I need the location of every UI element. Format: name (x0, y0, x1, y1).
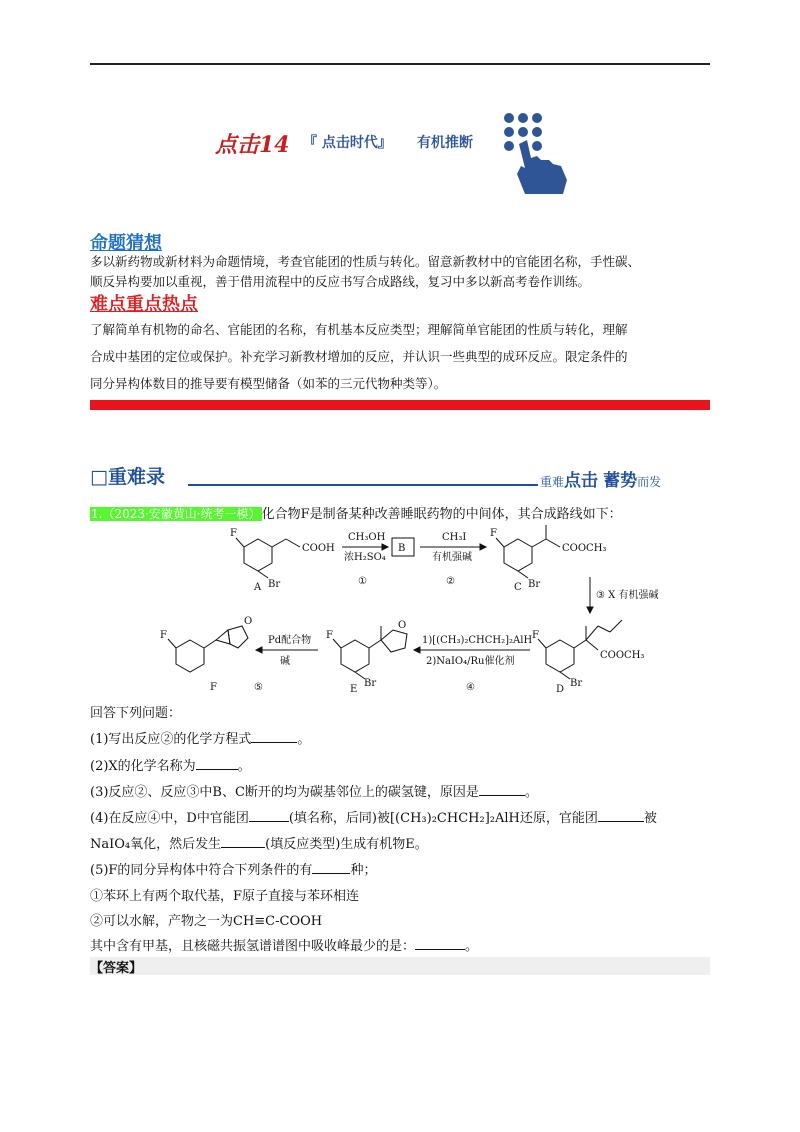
q4-text-a: (4)在反应④中，D中官能团 (90, 811, 249, 826)
guess-line-1: 多以新药物或新材料为命题情境，考查官能团的性质与转化。留意新教材中的官能团名称，手性碳、 (90, 254, 641, 269)
label-a: A (254, 582, 262, 593)
step5-number: ⑤ (254, 682, 263, 693)
slogan-part-2: 点击 (564, 471, 599, 491)
ring-e (341, 640, 369, 672)
red-divider (90, 400, 710, 410)
q3-blank[interactable] (479, 795, 525, 796)
banner-lead: 点击14 (215, 132, 290, 158)
q6-text: 其中含有甲基，且核磁共振氢谱谱图中吸收峰最少的是： (90, 939, 416, 954)
step2-bottom: 有机强碱 (432, 552, 472, 563)
step2-number: ② (446, 576, 455, 587)
lactone-e (381, 630, 407, 652)
step2-top: CH₃I (442, 532, 467, 543)
ring-f (176, 640, 204, 672)
step5-bottom: 碱 (280, 656, 290, 667)
step3-label: ③ X 有机强碱 (596, 590, 659, 601)
d-bromo: Br (570, 678, 583, 689)
section-underline (188, 484, 538, 486)
e-fluoro: F (326, 630, 333, 641)
f-fluoro: F (160, 630, 167, 641)
focus-line-2: 合成中基团的定位或保护。补充学习新教材增加的反应，并认识一些典型的成环反应。限定条件的 (90, 349, 628, 364)
label-d: D (556, 684, 565, 695)
q5-text: (5)F的同分异构体中符合下列条件的有 (90, 863, 313, 878)
e-carbonyl-o: O (398, 620, 407, 631)
a-group: COOH (302, 543, 335, 554)
slogan-part-3: 蓄势 (603, 471, 638, 491)
q1-line (90, 728, 310, 747)
slogan-part-1: 重难 (540, 475, 565, 489)
q1-blank[interactable] (251, 742, 297, 743)
question-stem: 化合物F是制备某种改善睡眠药物的中间体，其合成路线如下： (261, 507, 622, 522)
answer-label: 【答案】 (90, 961, 143, 976)
q4-text-c: 被 (643, 811, 657, 826)
label-b: B (398, 543, 406, 554)
q5-line (90, 859, 376, 878)
ring-c (504, 539, 532, 571)
q4-blank-2[interactable] (598, 821, 644, 822)
q2-text: (2)X的化学名称为 (90, 759, 196, 774)
q4-text-b: (填名称，后同)被[(CH₃)₂CHCH₂]₂AlH还原，官能团 (288, 811, 598, 826)
d-fluoro: F (532, 630, 539, 641)
q5-end: 种； (350, 863, 377, 878)
prompt-line: 回答下列问题： (90, 706, 182, 721)
q6-line (90, 935, 478, 954)
focus-heading: 难点重点热点 (90, 294, 198, 315)
q6-blank[interactable] (415, 949, 465, 950)
q4-text-e: (填反应类型)生成有机物E。 (265, 837, 428, 852)
a-bromo: Br (268, 579, 281, 590)
q5-blank[interactable] (312, 873, 350, 874)
step1-top: CH₃OH (348, 532, 386, 543)
section-slogan (540, 466, 661, 491)
c-group: COOCH₃ (562, 543, 607, 554)
q2-blank[interactable] (196, 769, 238, 770)
q6-end: 。 (465, 939, 479, 954)
question-source: 1.（2023·安徽黄山·统考一模） (91, 507, 261, 521)
focus-line-1: 了解简单有机物的命名、官能团的名称，有机基本反应类型；理解简单官能团的性质与转化，理解 (90, 322, 628, 337)
q1-text: (1)写出反应②的化学方程式 (90, 732, 252, 747)
d-group: COOCH₃ (600, 650, 645, 661)
top-rule (90, 63, 710, 65)
step1-bottom: 浓H₂SO₄ (344, 552, 386, 563)
answer-bar (90, 957, 710, 975)
q3-line (90, 781, 538, 800)
ring-a (244, 539, 272, 571)
condition-2: ②可以水解，产物之一为CH≡C-COOH (90, 914, 323, 929)
a-fluoro: F (230, 528, 237, 539)
banner-tag: 『 点击时代』 (303, 135, 392, 151)
step5-top: Pd配合物 (268, 635, 312, 646)
q4-line-1 (90, 807, 657, 826)
q1-end: 。 (297, 732, 311, 747)
step4-bottom: 2)NaIO₄/Ru催化剂 (426, 656, 515, 667)
q3-text: (3)反应②、反应③中B、C断开的均为碳基邻位上的碳氢键，原因是 (90, 785, 479, 800)
label-f: F (210, 682, 217, 693)
pointing-hand-icon (497, 110, 577, 200)
q3-end: 。 (524, 785, 538, 800)
q4-line-2 (90, 833, 428, 852)
q4-blank-3[interactable] (221, 847, 265, 848)
e-bromo: Br (364, 678, 377, 689)
q4-text-d: NaIO₄氧化，然后发生 (90, 837, 222, 852)
c-fluoro: F (490, 528, 497, 539)
synthesis-scheme (150, 522, 670, 697)
section-title: □重难录 (90, 466, 165, 488)
f-carbonyl-o: O (244, 616, 253, 627)
banner-topic: 有机推断 (417, 135, 473, 151)
q2-end: 。 (237, 759, 251, 774)
step1-number: ① (358, 576, 367, 587)
condition-1: ①苯环上有两个取代基，F原子直接与苯环相连 (90, 889, 360, 904)
ring-d (546, 640, 574, 672)
question-header (90, 503, 622, 522)
lactone-f (228, 626, 248, 648)
q4-blank-1[interactable] (249, 821, 289, 822)
guess-line-2: 顺反异构要加以重视，善于借用流程中的反应书写合成路线，复习中多以新高考卷作训练。 (90, 274, 591, 289)
step4-top: 1)[(CH₃)₂CHCH₂]₂AlH (422, 635, 533, 646)
focus-line-3: 同分异构体数目的推导要有模型储备（如苯的三元代物种类等）。 (90, 376, 447, 391)
c-bromo: Br (528, 579, 541, 590)
slogan-part-4: 而发 (637, 475, 662, 489)
title-banner (215, 110, 585, 200)
guess-heading: 命题猜想 (90, 233, 162, 254)
label-c: C (514, 582, 522, 593)
step4-number: ④ (466, 682, 475, 693)
label-e: E (350, 684, 358, 695)
q2-line (90, 755, 251, 774)
